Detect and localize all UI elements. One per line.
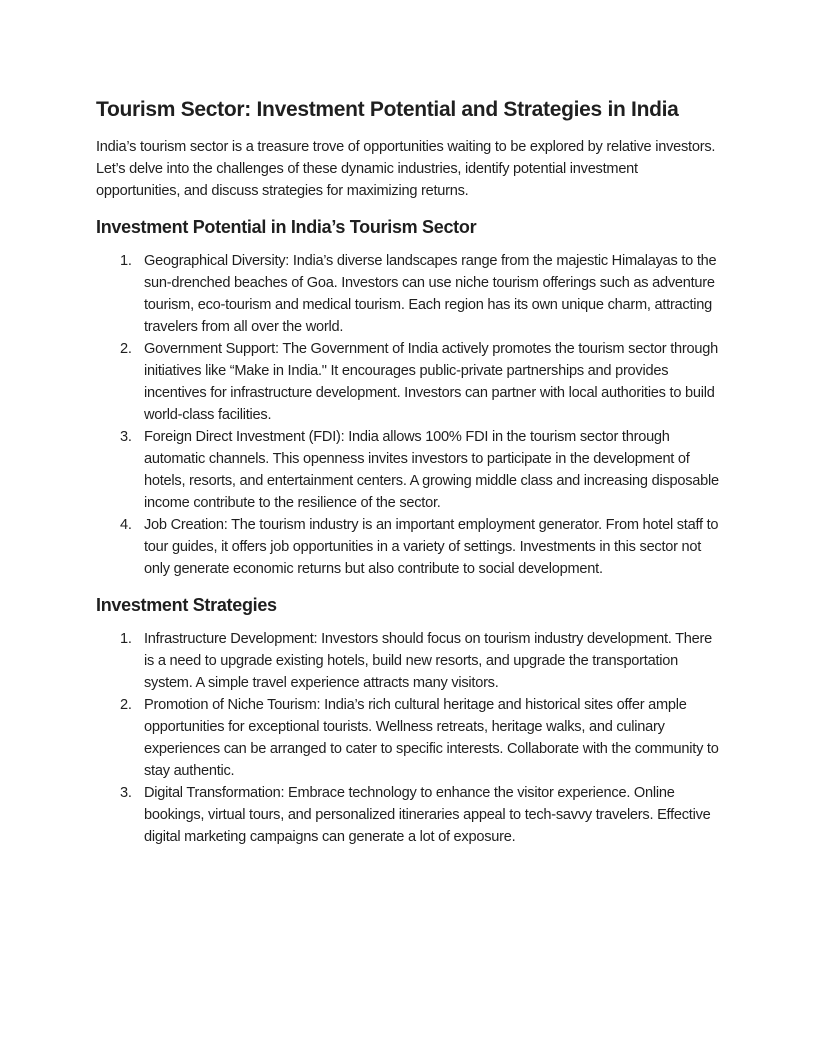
list-item — [96, 514, 724, 580]
list-item — [96, 426, 724, 514]
list-number: 2. — [120, 341, 132, 357]
list-item — [96, 782, 724, 848]
potential-list — [96, 250, 724, 580]
list-number: 1. — [120, 253, 132, 269]
document-title: Tourism Sector: Investment Potential and Strategies in India — [96, 98, 679, 121]
section-heading-strategies: Investment Strategies — [96, 595, 277, 615]
list-text: Government Support: The Government of India actively promotes the tourism sector through initiatives like “Make in India." It encourages public-private partnerships and provides incentives for infrastructure development. Investors can partner with local authorities to build world-class facilities. — [144, 341, 718, 423]
strategies-list — [96, 628, 724, 848]
list-text: Foreign Direct Investment (FDI): India allows 100% FDI in the tourism sector through automatic channels. This openness invites investors to participate in the development of hotels, resorts, and entertainment centers. A growing middle class and increasing disposable income contribute to the resilience of the sector. — [144, 429, 719, 511]
list-number: 1. — [120, 631, 132, 647]
list-number: 4. — [120, 517, 132, 533]
list-number: 3. — [120, 785, 132, 801]
list-number: 3. — [120, 429, 132, 445]
document-page — [96, 96, 724, 848]
list-item — [96, 250, 724, 338]
list-item — [96, 694, 724, 782]
list-text: Geographical Diversity: India’s diverse landscapes range from the majestic Himalayas to the sun-drenched beaches of Goa. Investors can use niche tourism offerings such as adventure tourism, eco-tourism and medical tourism. Each region has its own unique charm, attracting travelers from all over the world. — [144, 253, 717, 335]
section-heading-potential: Investment Potential in India’s Tourism Sector — [96, 217, 477, 237]
intro-paragraph: India’s tourism sector is a treasure trove of opportunities waiting to be explored by relative investors. Let’s delve into the challenges of these dynamic industries, identify potential investment opportunities, and discuss strategies for maximizing returns. — [96, 139, 716, 199]
list-item — [96, 628, 724, 694]
list-text: Promotion of Niche Tourism: India’s rich cultural heritage and historical sites offer ample opportunities for exceptional tourists. Wellness retreats, heritage walks, and culinary experiences can be arranged to cater to specific interests. Collaborate with the community to stay authentic. — [144, 697, 719, 779]
list-item — [96, 338, 724, 426]
list-text: Job Creation: The tourism industry is an important employment generator. From hotel staff to tour guides, it offers job opportunities in a variety of settings. Investments in this sector not only generate economic returns but also contribute to social development. — [144, 517, 719, 577]
list-number: 2. — [120, 697, 132, 713]
list-text: Digital Transformation: Embrace technology to enhance the visitor experience. Online bookings, virtual tours, and personalized itineraries appeal to tech-savvy travelers. Effective digital marketing campaigns can generate a lot of exposure. — [144, 785, 711, 845]
list-text: Infrastructure Development: Investors should focus on tourism industry development. There is a need to upgrade existing hotels, build new resorts, and upgrade the transportation system. A simple travel experience attracts many visitors. — [144, 631, 713, 691]
